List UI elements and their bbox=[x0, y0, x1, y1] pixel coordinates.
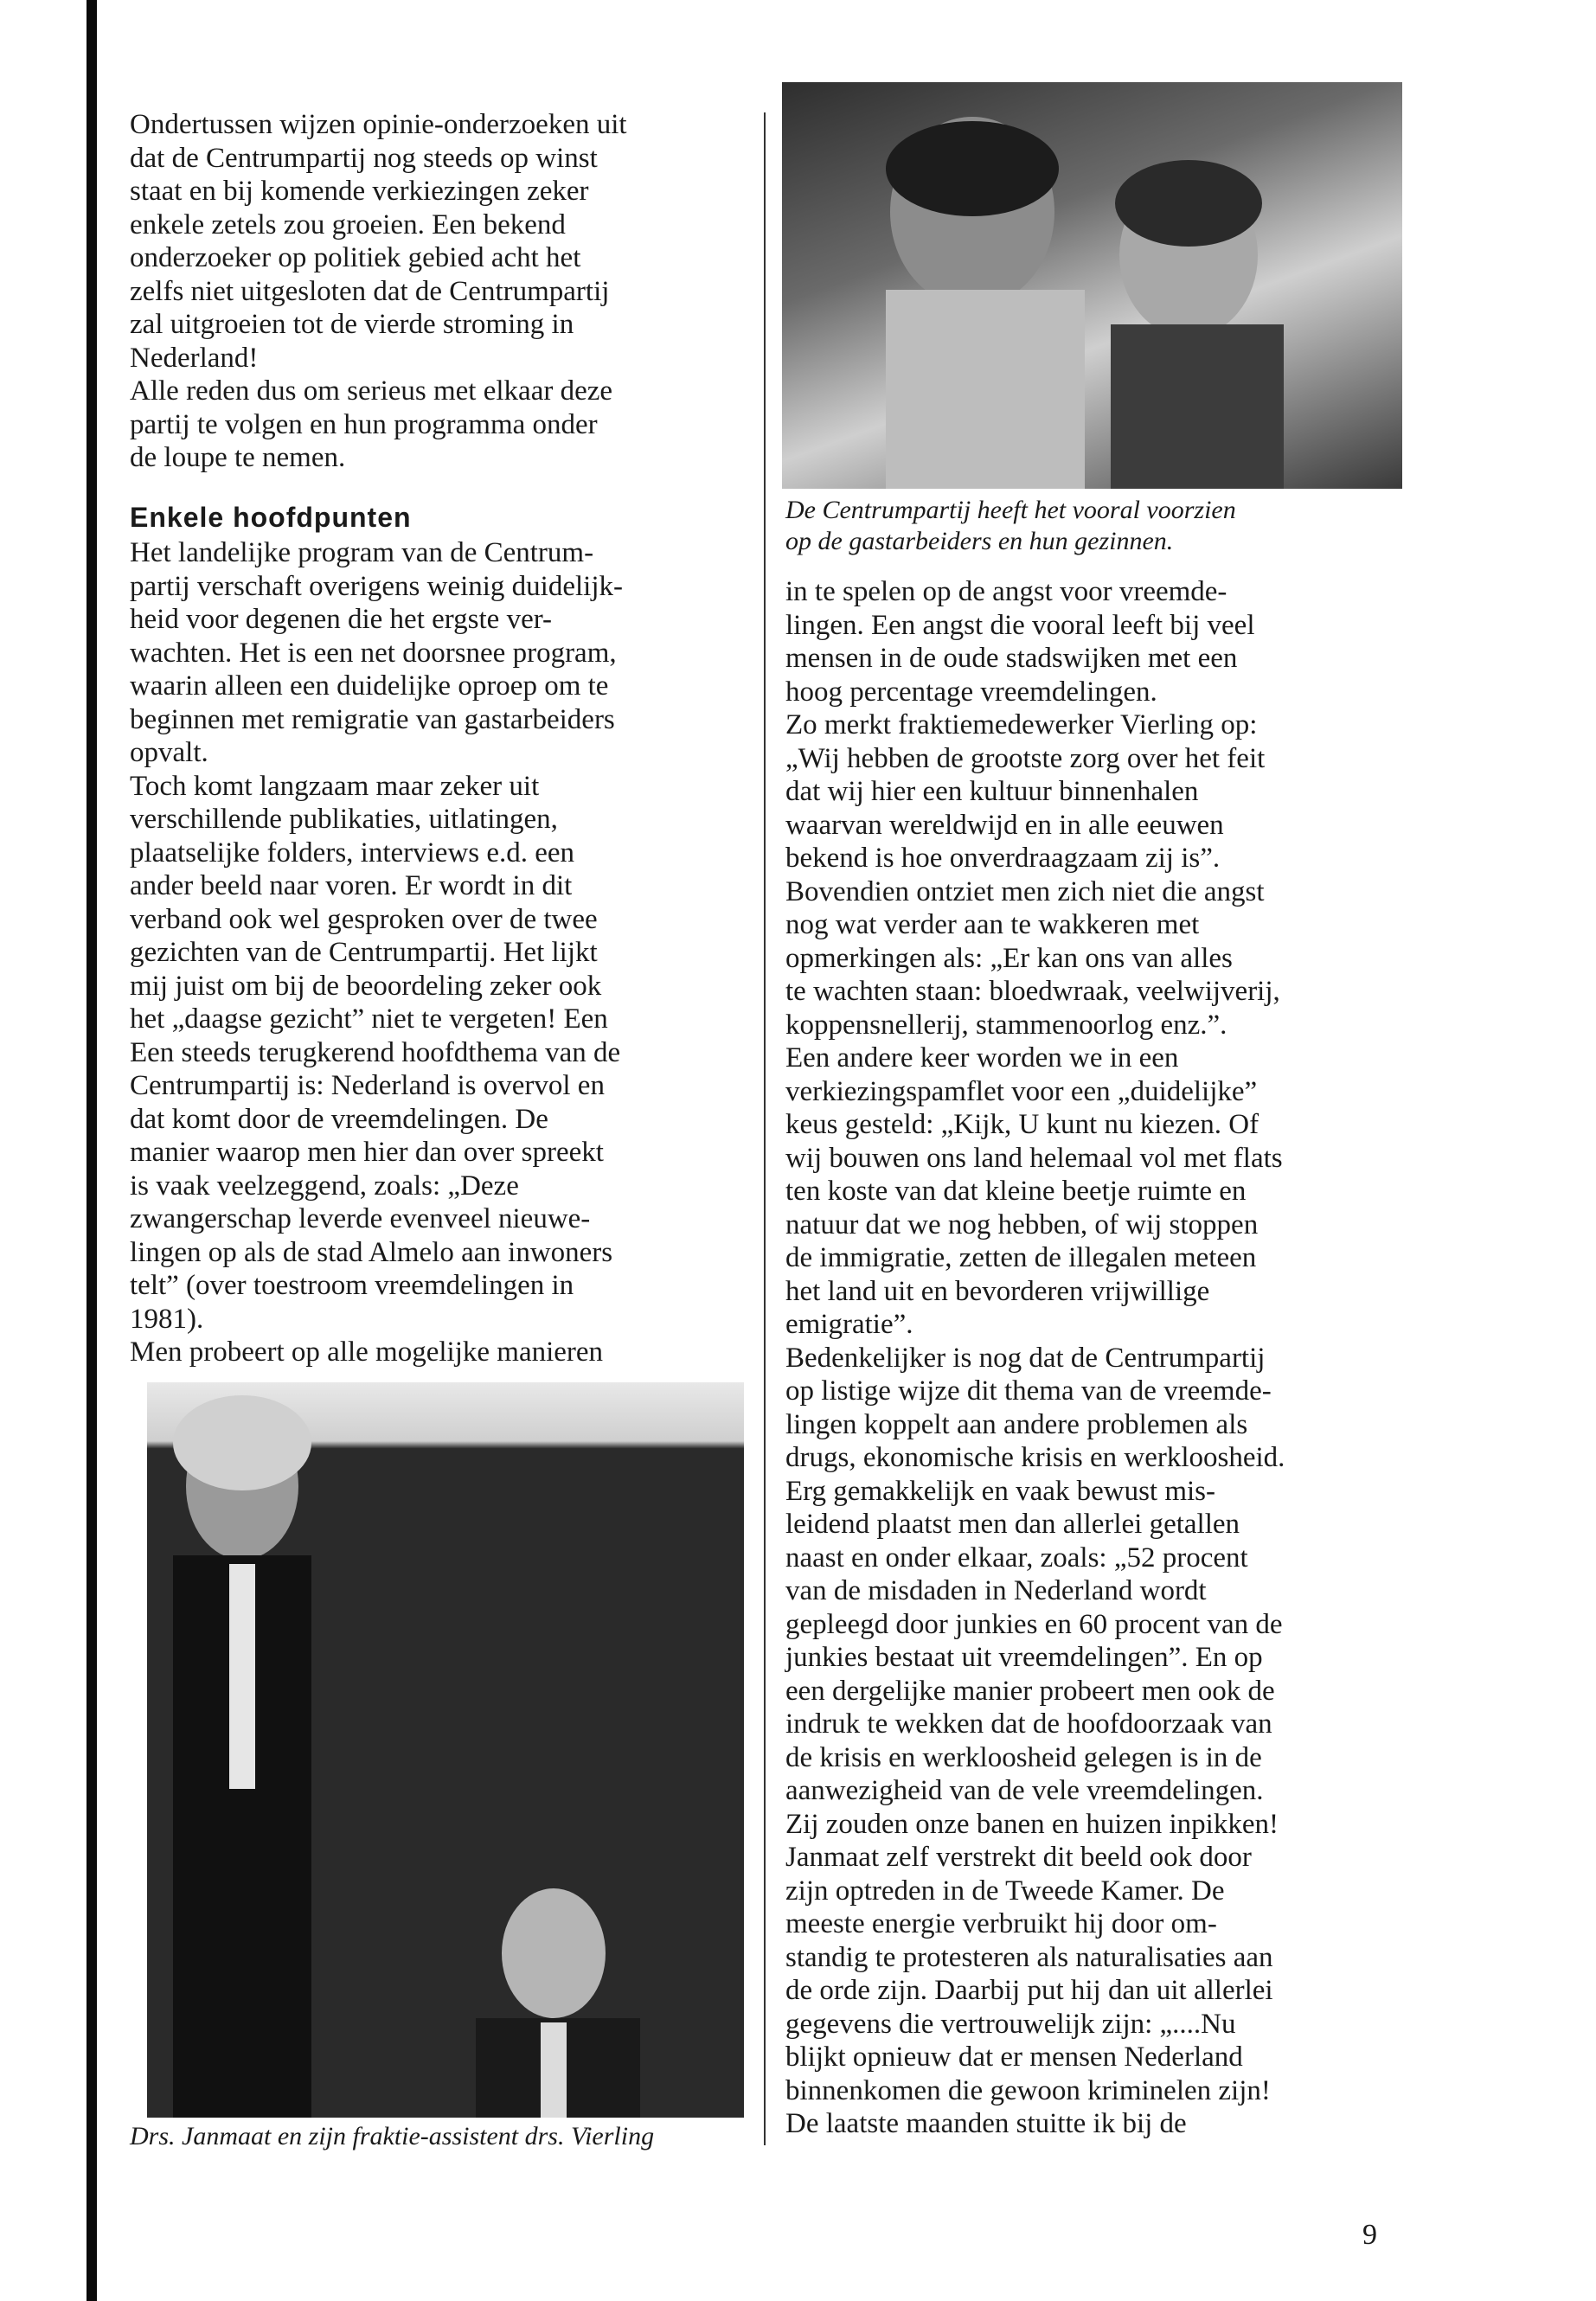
body-paragraph-right: in te spelen op de angst voor vreemde- lingen. Een angst die vooral leeft bij veel mensen in de oude stadswijken met een hoog percentage vreemdelingen. Zo merkt fraktiemedewerker Vierling op: „Wij hebben de grootste zorg over het feit dat wij hier een kultuur binnenhalen waarvan wereldwijd en in alle eeuwen bekend is hoe onverdraagzaam zij is”. Bovendien ontziet men zich niet die angst nog wat verder aan te wakkeren met opmerkingen als: „Er kan ons van alles te wachten staan: bloedwraak, veelwijverij, koppensnellerij, stammenoorlog enz.”. Een andere keer worden we in een verkiezingspamflet voor een „duidelijke” keus gesteld: „Kijk, U kunt nu kiezen. Of wij bouwen ons land helemaal vol met flats ten koste van dat kleine beetje ruimte en natuur dat we nog hebben, of wij stoppen de immigratie, zetten de illegalen meteen het land uit en bevorderen vrijwillige emigratie”. Bedenkelijker is nog dat de Centrumpartij op listige wijze dit thema van de vreemde- lingen koppelt aan andere problemen als drugs, ekonomische krisis en werkloosheid. Erg gemakkelijk en vaak bewust mis- leidend plaatst men dan allerlei getallen naast en onder elkaar, zoals: „52 procent van de misdaden in Nederland wordt gepleegd door junkies en 60 procent van de junkies bestaat uit vreemdelingen”. En op een dergelijke manier probeert men ook de indruk te wekken dat de hoofdoorzaak van de krisis en werkloosheid gelegen is in de aanwezigheid van de vele vreemdelingen. Zij zouden onze banen en huizen inpikken! Janmaat zelf verstrekt dit beeld ook door zijn optreden in de Tweede Kamer. De meeste energie verbruikt hij door om- standig te protesteren als naturalisaties aan de orde zijn. Daarbij put hij dan uit allerlei gegevens die vertrouwelijk zijn: „....Nu blijkt opnieuw dat er mensen Nederland binnenkomen die gewoon kriminelen zijn! De laatste maanden stuitte ik bij de bbox=[785, 576, 1285, 2139]
page-number: 9 bbox=[1362, 2219, 1377, 2251]
right-column bbox=[785, 575, 1408, 2141]
left-column-top bbox=[130, 108, 753, 475]
photo-bottom-caption: Drs. Janmaat en zijn fraktie-assistent drs. Vierling bbox=[130, 2122, 655, 2150]
section-heading: Enkele hoofdpunten bbox=[130, 502, 412, 533]
body-paragraph-left: Het landelijke program van de Centrum- partij verschaft overigens weinig duidelijk- heid voor degenen die het ergste ver- wachten. Het is een net doorsnee program, waarin alleen een duidelijke oproep om te beginnen met remigratie van gastarbeiders opvalt. Toch komt langzaam maar zeker uit verschillende publikaties, uitlatingen, plaatselijke folders, interviews e.d. een ander beeld naar voren. Er wordt in dit verband ook wel gesproken over de twee gezichten van de Centrumpartij. Het lijkt mij juist om bij de beoordeling zeker ook het „daagse gezicht” niet te vergeten! Een Een steeds terugkerend hoofdthema van de Centrumpartij is: Nederland is overvol en dat komt door de vreemdelingen. De manier waarop men hier dan over spreekt is vaak veelzeggend, zoals: „Deze zwangerschap leverde evenveel nieuwe- lingen op als de stad Almelo aan inwoners telt” (over toestroom vreemdelingen in 1981). Men probeert op alle mogelijke manieren bbox=[130, 537, 623, 1368]
photo-top-caption: De Centrumpartij heeft het vooral voorzien op de gastarbeiders en hun gezinnen. bbox=[785, 496, 1236, 555]
photo-man-with-child-graphic bbox=[782, 82, 1402, 489]
photo-janmaat-vierling bbox=[147, 1382, 744, 2118]
intro-paragraph: Ondertussen wijzen opinie-onderzoeken uit dat de Centrumpartij nog steeds op winst staat en bij komende verkiezingen zeker enkele zetels zou groeien. Een bekend onderzoeker op politiek gebied acht het zelfs niet uitgesloten dat de Centrumpartij zal uitgroeien tot de vierde stroming in Nederland! Alle reden dus om serieus met elkaar deze partij te volgen en hun programma onder de loupe te nemen. bbox=[130, 109, 627, 473]
left-margin-bar bbox=[87, 0, 97, 2301]
left-column-bottom bbox=[130, 536, 753, 1369]
column-divider bbox=[764, 112, 766, 2145]
photo-janmaat-vierling-graphic bbox=[147, 1382, 744, 2118]
photo-man-with-child bbox=[782, 82, 1402, 489]
